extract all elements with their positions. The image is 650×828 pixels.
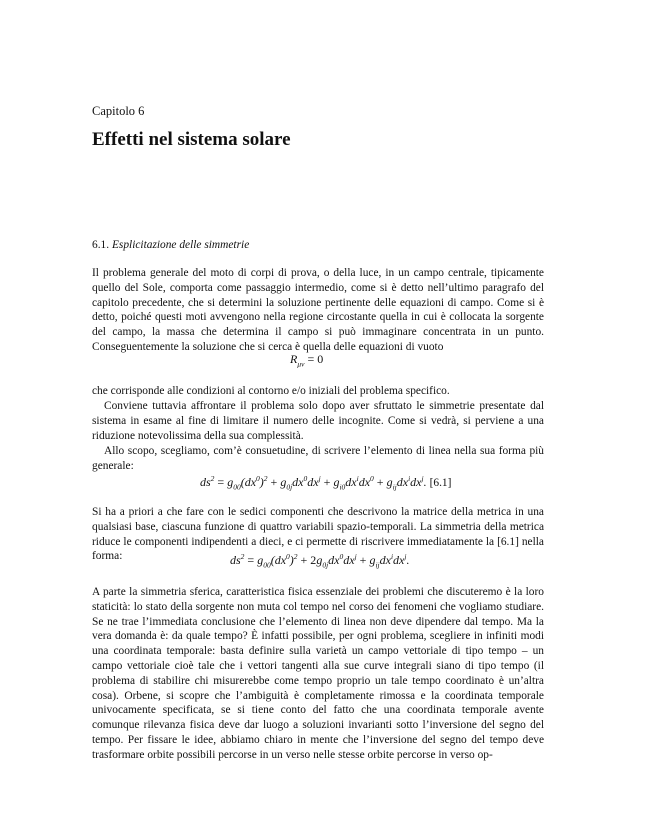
paragraph-5: Si ha a priori a che fare con le sedici componenti che descrivono la matrice della metrica in una qualsiasi base, ciascuna funzione di quattro variabili spazio-temporali. La simmetria della metrica riduce le componenti indipendenti a dieci, e ci permette di riscrivere immediatamente la [6.1] nella forma: <box>92 506 544 563</box>
equation-vacuum: $R_{\mu\nu} = 0$ <box>290 352 324 369</box>
paragraph-4: Allo scopo, scegliamo, com’è consuetudine, di scrivere l’elemento di linea nella sua forma più generale: <box>92 445 544 472</box>
section-title: Esplicitazione delle simmetrie <box>111 239 250 251</box>
paragraph-2: che corrisponde alle condizioni al contorno e/o iniziali del problema specifico. <box>92 385 450 397</box>
paragraph-3: Conviene tuttavia affrontare il problema solo dopo aver sfruttato le simmetrie presentate dal sistema in esame al fine di limitare il numero delle incognite. Come si vedrà, si perviene a una riduzione notevolissima della sua complessità. <box>92 400 544 442</box>
equation-number: [6.1] <box>429 477 452 489</box>
chapter-label: Capitolo 6 <box>92 104 145 118</box>
paragraph-6: A parte la simmetria sferica, caratteristica fisica essenziale dei problemi che discuteremo è la loro staticità: lo stato della sorgente non muta col tempo nel corso dei fenomeni che vogliamo studiare. Se ne trae l’immediata conclusione che l’elemento di linea non deve dipendere dal tempo. Ma la vera domanda è: da quale tempo? È infatti possibile, per ogni problema, scegliere in infiniti modi una coordinata temporale: basta definire sulla varietà un campo vettoriale di tipo tempo – un campo vettoriale cioè tale che i vettori tangenti alla sue curve integrali siano di tipo tempo (il problema di stabilire chi misurerebbe come tempo proprio un tale tempo coordinato è un’altra cosa). Orbene, si scopre che l’ambiguità è completamente rimossa e la coordinata temporale univocamente specificata, se si tiene conto del fatto che una coordinata temporale avente comunque rilevanza fisica deve dar luogo a soluzioni invarianti sotto l’inversione del segno del tempo. Per fissare le idee, abbiamo chiaro in mente che l’inversione del segno del tempo deve trasformare orbite possibili percorse in un verso nelle stesse orbite percorse in verso op- <box>92 586 544 761</box>
equation-line-element-general: $ds^2 = g_{00}(dx^0)^2 + g_{0j}dx^0dx^j + g_{i0}dx^idx^0 + g_{ij}dx^idx^j$. [6.1] <box>200 474 452 492</box>
section-heading <box>92 239 249 251</box>
chapter-title: Effetti nel sistema solare <box>92 129 291 150</box>
section-number: 6.1. <box>92 239 110 251</box>
equation-line-element-reduced: $ds^2 = g_{00}(dx^0)^2 + 2g_{0j}dx^0dx^j + g_{ij}dx^idx^j$. <box>230 552 410 570</box>
paragraph-1: Il problema generale del moto di corpi di prova, o della luce, in un campo centrale, tipicamente quello del Sole, comporta come passaggio intermedio, come si è detto nell’ultimo paragrafo del capitolo precedente, che si determini la soluzione pertinente delle equazioni di campo. Come si è detto, poiché questi moti avvengono nella regione circostante quella in cui è collocata la sorgente del campo, la massa che determina il campo si può immaginare concentrata in un punto. Conseguentemente la soluzione che si cerca è quella delle equazioni di vuoto <box>92 267 544 353</box>
